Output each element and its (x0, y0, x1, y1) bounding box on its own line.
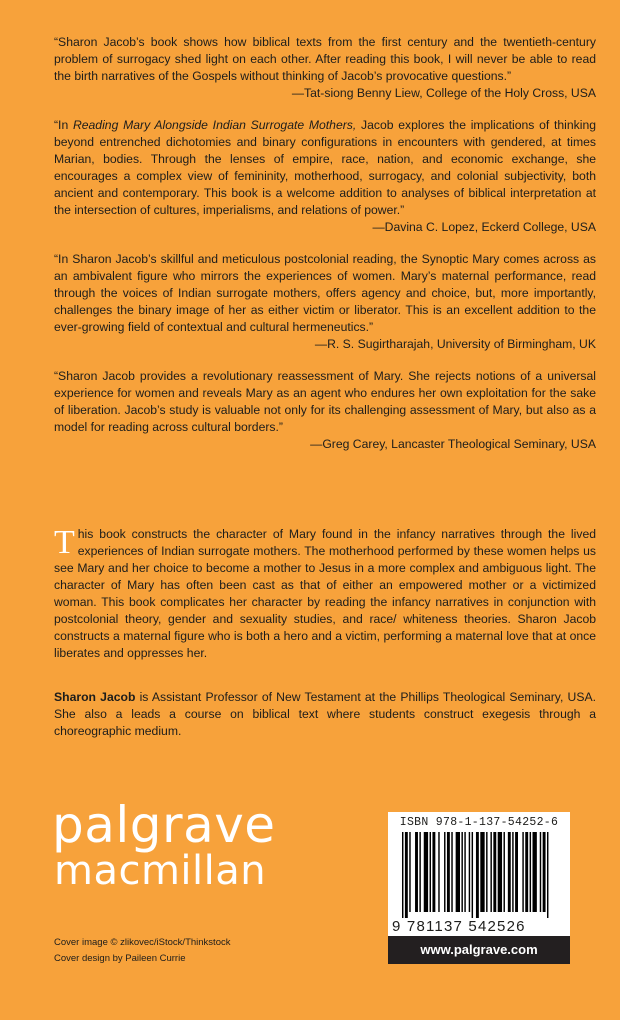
endorsements (54, 34, 596, 468)
barcode-bar (409, 832, 410, 912)
endorsement-text: “Sharon Jacob’s book shows how biblical texts from the first century and the twentieth-century problem of surrogacy shed light on each other. After reading this book, I will never be able to read the birth narratives of the Gospels without thinking of Jacob’s provocative questions.” (54, 35, 596, 83)
barcode-bar (486, 832, 487, 912)
barcode-bar (451, 832, 452, 912)
barcode-bar (472, 832, 473, 918)
barcode-bar (493, 832, 496, 912)
author-bio (54, 689, 596, 740)
barcode-bar (402, 832, 403, 918)
barcode-bar (525, 832, 528, 912)
barcode-bar (447, 832, 450, 912)
publisher-website[interactable]: www.palgrave.com (388, 936, 570, 964)
barcode-bar (415, 832, 418, 912)
endorsement-text (54, 117, 596, 219)
barcode-bar (424, 832, 428, 912)
book-description (54, 526, 596, 662)
barcode-bar (540, 832, 541, 912)
drop-cap: T (54, 524, 75, 561)
endorsement-text-rest: Jacob explores the implications of thinking beyond entrenched dichotomies and binary configurations in encounters with gendered, at times Marian, bodies. Through the lenses of empire, race, nation, and economic exchange, she encourages a complex view of femininity, motherhood, surrogacy, and colonial subjectivity, both ancient and contemporary. This book is a welcome addition to analyses of biblical interpretation at the intersection of cultures, imperialisms, and relations of power.” (54, 118, 597, 217)
isbn-label: ISBN 978-1-137-54252-6 (399, 816, 559, 829)
barcode-bar (432, 832, 435, 912)
logo-palgrave: palgrave (52, 796, 276, 854)
cover-design-credit: Cover design by Paileen Currie (54, 953, 186, 964)
barcode-bar (464, 832, 465, 912)
endorsement-text: “In Sharon Jacob’s skillful and meticulous postcolonial reading, the Synoptic Mary comes across as an ambivalent figure who mirrors the experiences of women. Mary’s maternal performance, read through the voices of Indian surrogate mothers, offers agency and choice, but, more importantly, challenges the binary image of her as either victim or liberator. This is an excellent addition to the ever-growing field of contextual and cultural hermeneutics.” (54, 252, 596, 334)
barcode-bar (430, 832, 431, 912)
barcode-bar (461, 832, 462, 912)
endorsement-text-start: “In (54, 118, 73, 132)
barcode-bar (515, 832, 518, 912)
endorsement-attribution: —Davina C. Lopez, Eckerd College, USA (372, 220, 596, 234)
isbn-barcode (388, 812, 570, 936)
endorsement-attribution: —Tat-siong Benny Liew, College of the Holy Cross, USA (291, 86, 596, 100)
endorsement-3 (54, 251, 596, 353)
barcode-bar (508, 832, 511, 912)
barcode-bar (522, 832, 523, 912)
barcode-bar (419, 832, 420, 912)
author-bio-text: is Assistant Professor of New Testament at the Phillips Theological Seminary, USA. She also a leads a course on biblical text where students construct exegesis through a choreographic medium. (54, 690, 597, 738)
barcode-digits: 9 781137 542526 (392, 918, 526, 935)
barcode-bar (438, 832, 439, 912)
endorsement-4 (54, 368, 596, 453)
cover-credits (54, 935, 230, 967)
endorsement-text: “Sharon Jacob provides a revolutionary reassessment of Mary. She rejects notions of a universal experience for women and reveals Mary as an agent who endures her own exploitation for the sake of liberation. Jacob’s study is valuable not only for its challenging assessment of Mary, but also as a model for reading across cultural borders.” (54, 369, 596, 434)
description-text: his book constructs the character of Mary found in the infancy narratives through the lived experiences of Indian surrogate mothers. The motherhood performed by these women helps us see Mary and her choice to become a mother to Jesus in a more complex and ambiguous light. The character of Mary has often been cast as that of either an empowered mother or a victimized woman. This book complicates her character by reading the infancy narratives in conjunction with postcolonial theory, gender and sexuality studies, and race/ whiteness theories. Sharon Jacob constructs a maternal figure who is both a hero and a victim, performing a maternal love that at once liberates and oppresses her. (54, 527, 596, 660)
barcode-bar (476, 832, 479, 918)
logo-macmillan: macmillan (54, 848, 267, 894)
barcode-bar (456, 832, 460, 912)
barcode-bar (490, 832, 491, 912)
endorsement-2 (54, 117, 596, 236)
barcode-bar (405, 832, 408, 918)
barcode-bar (512, 832, 513, 912)
barcode-bar (543, 832, 546, 912)
barcode-bar (498, 832, 502, 912)
endorsement-attribution: —R. S. Sugirtharajah, University of Birmingham, UK (314, 337, 596, 351)
author-name: Sharon Jacob (54, 690, 136, 704)
barcode-bar (480, 832, 484, 912)
barcode-bar (533, 832, 537, 912)
cover-image-credit: Cover image © zlikovec/iStock/Thinkstock (54, 937, 231, 948)
barcode-bar (504, 832, 505, 912)
barcode-bars (396, 832, 562, 920)
barcode-bar (469, 832, 470, 912)
barcode-bar (444, 832, 445, 912)
publisher-logo (52, 796, 276, 894)
barcode-bar (547, 832, 548, 918)
barcode-bar (530, 832, 531, 912)
book-title: Reading Mary Alongside Indian Surrogate Mothers, (72, 118, 357, 132)
endorsement-attribution: —Greg Carey, Lancaster Theological Seminary, USA (310, 437, 596, 451)
endorsement-1 (54, 34, 596, 102)
